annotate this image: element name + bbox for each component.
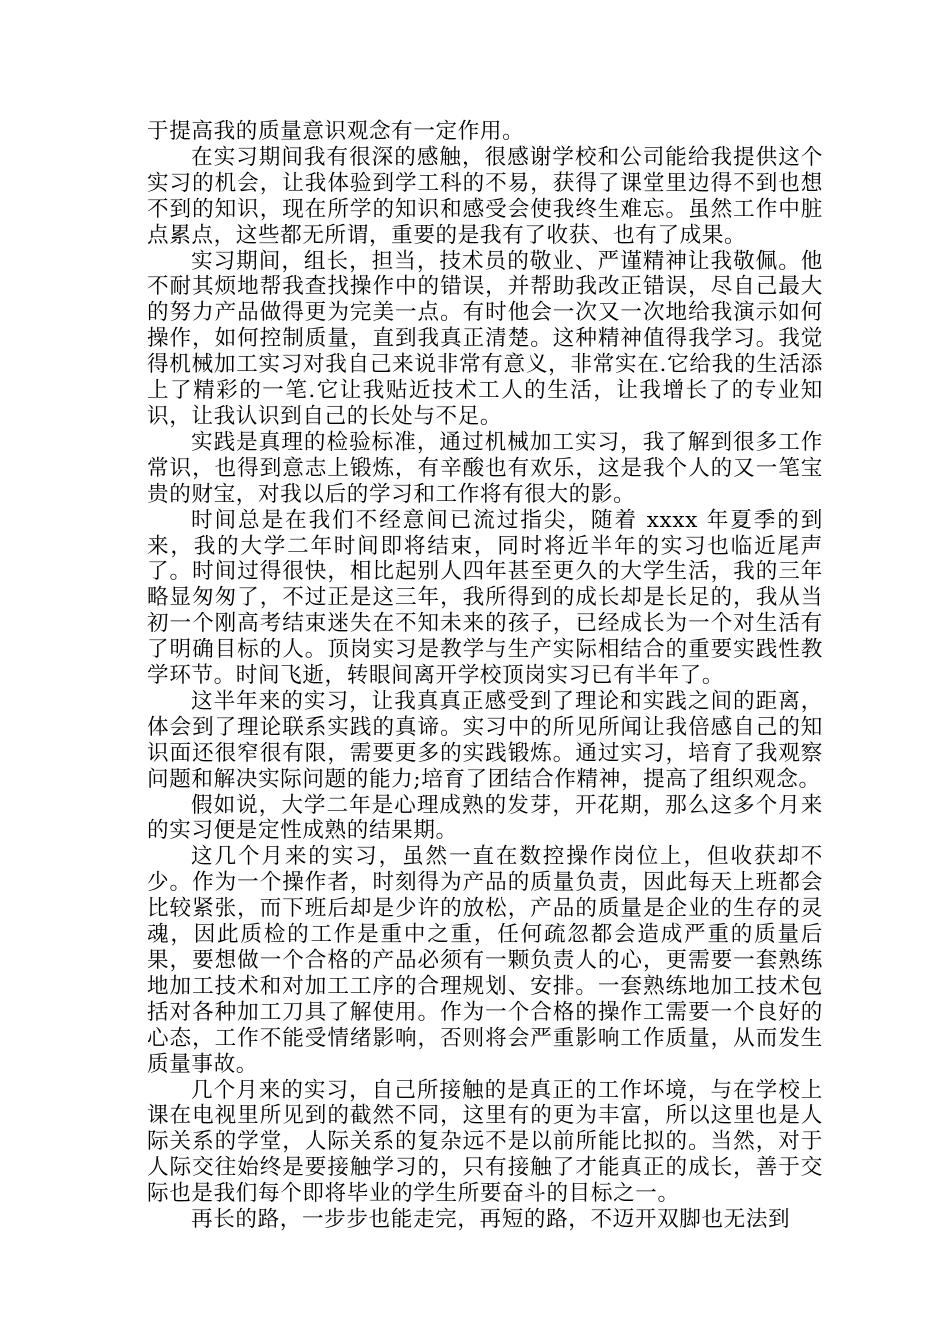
paragraph-3: 实习期间，组长，担当，技术员的敬业、严谨精神让我敬佩。他不耐其烦地帮我查找操作中的错误，并帮助我改正错误，尽自己最大的努力产品做得更为完美一点。有时他会一次又一次地给我演示如何操作，如何控制质量，直到我真正清楚。这种精神值得我学习。我觉得机械加工实习对我自己来说非常有意义，非常实在.它给我的生活添上了精彩的一笔.它让我贴近技术工人的生活，让我增长了的专业知识，让我认识到自己的长处与不足。 [147, 248, 823, 429]
paragraph-9: 几个月来的实习，自己所接触的是真正的工作坏境，与在学校上课在电视里所见到的截然不同，这里有的更为丰富，所以这里也是人际关系的学堂，人际关系的复杂远不是以前所能比拟的。当然，对于人际交往始终是要接触学习的，只有接触了才能真正的成长，善于交际也是我们每个即将毕业的学生所要奋斗的目标之一。 [147, 1077, 823, 1207]
paragraph-8: 这几个月来的实习，虽然一直在数控操作岗位上，但收获却不少。作为一个操作者，时刻得为产品的质量负责，因此每天上班都会比较紧张，而下班后却是少许的放松，产品的质量是企业的生存的灵魂，因此质检的工作是重中之重，任何疏忽都会造成严重的质量后果，要想做一个合格的产品必须有一颗负责人的心，更需要一套熟练地加工技术和对加工工序的合理规划、安排。一套熟练地加工技术包括对各种加工刀具了解使用。作为一个合格的操作工需要一个良好的心态，工作不能受情绪影响，否则将会严重影响工作质量，从而发生质量事故。 [147, 844, 823, 1077]
document-page [147, 119, 823, 1233]
paragraph-4: 实践是真理的检验标准，通过机械加工实习，我了解到很多工作常识，也得到意志上锻炼，有辛酸也有欢乐，这是我个人的又一笔宝贵的财宝，对我以后的学习和工作将有很大的影。 [147, 429, 823, 507]
paragraph-6: 这半年来的实习，让我真真正感受到了理论和实践之间的距离，体会到了理论联系实践的真谛。实习中的所见所闻让我倍感自己的知识面还很窄很有限，需要更多的实践锻炼。通过实习，培育了我观察问题和解决实际问题的能力;培育了团结合作精神，提高了组织观念。 [147, 688, 823, 792]
paragraph-2: 在实习期间我有很深的感触，很感谢学校和公司能给我提供这个实习的机会，让我体验到学工科的不易，获得了课堂里边得不到也想不到的知识，现在所学的知识和感受会使我终生难忘。虽然工作中脏点累点，这些都无所谓，重要的是我有了收获、也有了成果。 [147, 144, 823, 248]
paragraph-5: 时间总是在我们不经意间已流过指尖，随着 xxxx 年夏季的到来，我的大学二年时间即将结束，同时将近半年的实习也临近尾声了。时间过得很快，相比起别人四年甚至更久的大学生活，我的三年略显匆匆了，不过正是这三年，我所得到的成长却是长足的，我从当初一个刚高考结束迷失在不知未来的孩子，已经成长为一个对生活有了明确目标的人。顶岗实习是教学与生产实际相结合的重要实践性教学环节。时间飞逝，转眼间离开学校顶岗实习已有半年了。 [147, 507, 823, 689]
paragraph-7: 假如说，大学二年是心理成熟的发芽，开花期，那么这多个月来的实习便是定性成熟的结果期。 [147, 792, 823, 844]
paragraph-10: 再长的路，一步步也能走完，再短的路，不迈开双脚也无法到 [191, 1207, 791, 1233]
paragraph-1: 于提高我的质量意识观念有一定作用。 [147, 119, 525, 144]
